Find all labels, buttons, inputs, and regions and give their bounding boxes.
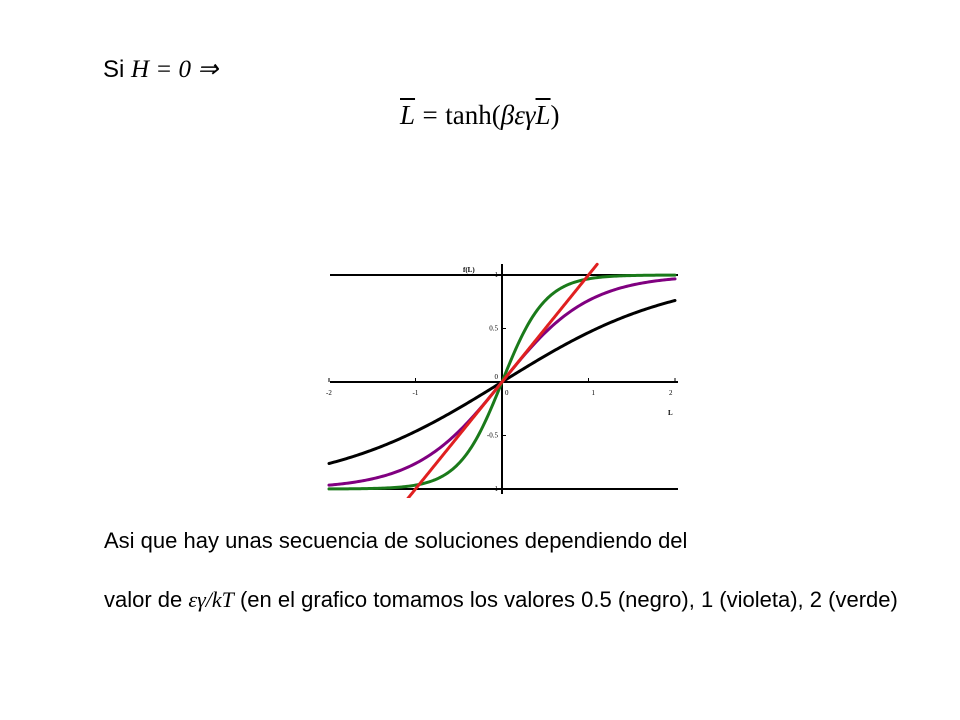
- equation-lhs: $\overline{L}$: [400, 100, 416, 130]
- y-axis-label: f(L): [463, 266, 475, 274]
- equation-function: tanh(: [445, 100, 501, 130]
- paragraph-solutions: Asi que hay unas secuencia de soluciones dependiendo del: [104, 528, 688, 553]
- paragraph-values-rest: (en el grafico tomamos los valores 0.5 (negro), 1 (violeta), 2 (verde): [239, 587, 898, 612]
- equation-argument-variable: $\overline{L}$: [535, 100, 551, 130]
- paragraph-values: [104, 586, 924, 614]
- y-tick-label: 1: [494, 271, 498, 279]
- paragraph-values-formula: εγ/kT: [188, 587, 234, 612]
- x-tick-label: -2: [326, 389, 332, 397]
- y-tick-label: -1: [492, 485, 498, 493]
- y-tick-label: 0.5: [489, 324, 498, 333]
- y-tick-label: 0: [494, 373, 498, 381]
- equation-close: ): [550, 100, 560, 130]
- condition-line: [103, 54, 218, 84]
- tanh-chart: [326, 258, 682, 498]
- paragraph-values-prefix: valor de: [104, 587, 183, 612]
- equation-argument: βεγ: [500, 100, 536, 130]
- x-axis-label: L: [668, 409, 673, 417]
- x-tick-label: 2: [669, 389, 673, 397]
- x-tick-label: -1: [412, 389, 419, 397]
- main-equation: [400, 100, 560, 131]
- chart-svg: [326, 258, 682, 498]
- equation-equals: =: [422, 100, 438, 130]
- condition-formula: H = 0 ⇒: [131, 56, 219, 83]
- x-tick-label: 1: [591, 389, 595, 397]
- y-tick-label: -0.5: [486, 431, 498, 440]
- x-tick-label: 0: [505, 389, 509, 397]
- condition-prefix: Si: [103, 56, 125, 83]
